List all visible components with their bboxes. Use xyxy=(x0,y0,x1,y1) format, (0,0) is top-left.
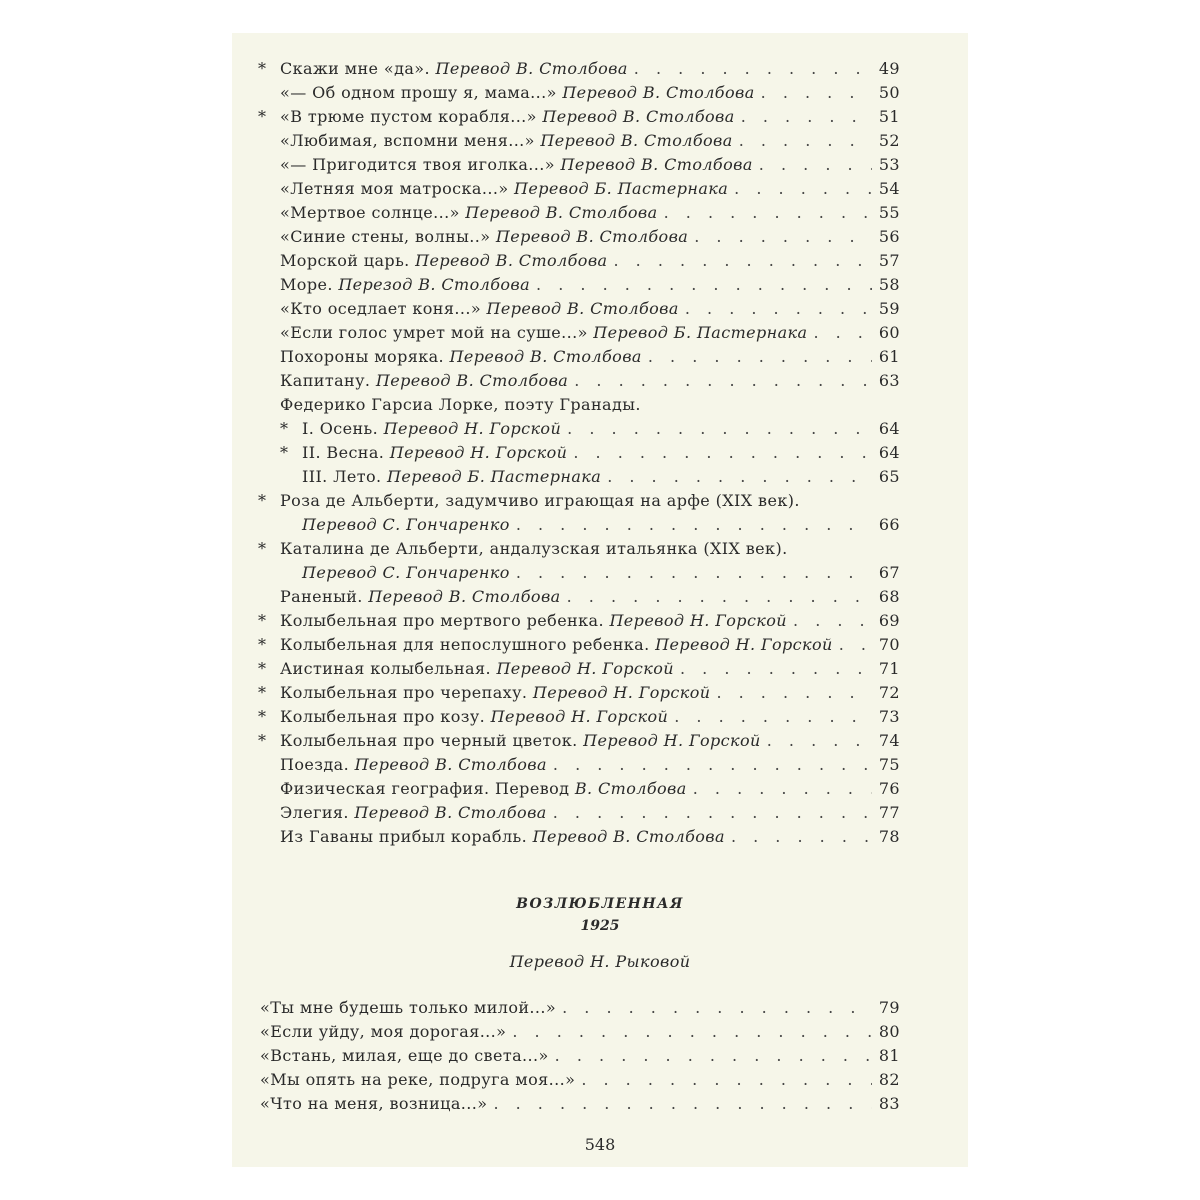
dot-leader xyxy=(734,177,872,201)
toc-entry xyxy=(258,705,900,729)
toc-entry xyxy=(258,585,900,609)
toc-entry xyxy=(258,321,900,345)
toc-entry xyxy=(258,777,900,801)
entry-page: 63 xyxy=(878,371,900,390)
dot-leader xyxy=(664,201,872,225)
toc-entry xyxy=(258,1020,900,1044)
entry-title-text: «Мертвое солнце...» xyxy=(280,203,460,222)
asterisk-mark: * xyxy=(258,611,267,630)
entry-page: 71 xyxy=(878,659,900,678)
entry-translator: Перевод Н. Горской xyxy=(496,659,674,678)
entry-title-text: Колыбельная про черепаху. xyxy=(280,683,528,702)
entry-translator: Перевод В. Столбова xyxy=(495,227,689,246)
entry-translator: Перезод В. Столбова xyxy=(338,275,531,294)
dot-leader xyxy=(614,249,873,273)
toc-entry xyxy=(258,681,900,705)
entry-page: 64 xyxy=(878,419,900,438)
table-of-contents-section xyxy=(258,996,900,1116)
entry-title xyxy=(280,681,710,705)
dot-leader xyxy=(693,777,872,801)
entry-page: 74 xyxy=(878,731,900,750)
dot-leader xyxy=(516,513,872,537)
entry-title xyxy=(280,81,755,105)
toc-entry xyxy=(258,753,900,777)
asterisk-mark: * xyxy=(258,107,267,126)
entry-title-text: Федерико Гарсиа Лорке, поэту Гранады. xyxy=(280,395,641,414)
entry-translator: Перевод Н. Горской xyxy=(532,683,711,702)
page-number: 548 xyxy=(584,1135,616,1154)
dot-leader xyxy=(512,1020,872,1044)
toc-entry xyxy=(258,249,900,273)
entry-title-text: Аистиная колыбельная. xyxy=(280,659,491,678)
entry-translator: Перевод С. Гончаренко xyxy=(302,515,510,534)
entry-title-text: «Любимая, вспомни меня...» xyxy=(280,131,535,150)
entry-page: 75 xyxy=(878,755,900,774)
entry-title xyxy=(280,345,642,369)
entry-page: 58 xyxy=(878,275,900,294)
toc-entry xyxy=(258,537,900,561)
entry-page: 52 xyxy=(878,131,900,150)
entry-title xyxy=(302,465,601,489)
dot-leader xyxy=(680,657,872,681)
entry-page: 56 xyxy=(878,227,900,246)
entry-page: 60 xyxy=(878,323,900,342)
entry-translator: Перевод В. Столбова xyxy=(354,755,547,774)
entry-page: 65 xyxy=(878,467,900,486)
toc-entry xyxy=(258,129,900,153)
entry-page: 53 xyxy=(878,155,900,174)
asterisk-mark: * xyxy=(280,443,289,462)
entry-page: 59 xyxy=(878,299,900,318)
entry-page: 70 xyxy=(878,635,900,654)
entry-translator: Перевод Н. Горской xyxy=(490,707,669,726)
entry-title: «Ты мне будешь только милой...» xyxy=(260,998,557,1017)
entry-title xyxy=(280,201,658,225)
toc-entry xyxy=(258,1044,900,1068)
entry-translator: Перевод Н. Горской xyxy=(655,635,833,654)
entry-page: 51 xyxy=(878,107,900,126)
entry-translator: Перевод Н. Горской xyxy=(383,419,562,438)
entry-title xyxy=(280,225,688,249)
entry-title xyxy=(280,249,608,273)
toc-entry xyxy=(258,177,900,201)
entry-title xyxy=(280,395,641,414)
asterisk-mark: * xyxy=(258,659,267,678)
dot-leader xyxy=(555,1044,872,1068)
entry-title xyxy=(280,705,668,729)
toc-entry xyxy=(258,729,900,753)
entry-title xyxy=(280,777,687,801)
toc-entry xyxy=(258,417,900,441)
toc-entry xyxy=(258,369,900,393)
entry-title xyxy=(280,153,753,177)
dot-leader xyxy=(536,273,872,297)
entry-title xyxy=(280,825,725,849)
entry-page: 80 xyxy=(878,1022,900,1041)
dot-leader xyxy=(493,1092,872,1116)
dot-leader xyxy=(562,996,872,1020)
entry-translator: Перевод В. Столбова xyxy=(562,83,755,102)
toc-entry xyxy=(258,57,900,81)
entry-title: «Мы опять на реке, подруга моя...» xyxy=(260,1070,576,1089)
entry-translator: Перевод В. Столбова xyxy=(465,203,658,222)
entry-translator: Перевод В. Столбова xyxy=(542,107,735,126)
entry-title-text: Поезда. xyxy=(280,755,350,774)
entry-page: 73 xyxy=(878,707,900,726)
entry-page: 82 xyxy=(878,1070,900,1089)
entry-translator: Перевод Н. Горской xyxy=(609,611,788,630)
entry-title xyxy=(302,561,510,585)
entry-title xyxy=(302,441,567,465)
dot-leader xyxy=(567,585,872,609)
dot-leader xyxy=(573,441,872,465)
entry-page: 83 xyxy=(878,1094,900,1113)
entry-translator: Перевод В. Столбова xyxy=(435,59,628,78)
entry-title-text: Скажи мне «да». xyxy=(280,59,430,78)
entry-translator: Перевод Н. Горской xyxy=(389,443,568,462)
entry-title-text: II. Весна. xyxy=(302,443,385,462)
asterisk-mark: * xyxy=(280,419,289,438)
dot-leader xyxy=(516,561,872,585)
entry-title xyxy=(280,297,679,321)
entry-page: 57 xyxy=(878,251,900,270)
entry-title xyxy=(280,129,733,153)
asterisk-mark: * xyxy=(258,635,267,654)
entry-translator: Перевод В. Столбова xyxy=(532,827,725,846)
entry-translator: Перевод В. Столбова xyxy=(486,299,679,318)
entry-translator: Перевод В. Столбова xyxy=(368,587,561,606)
entry-translator: Перевод В. Столбова xyxy=(354,803,547,822)
toc-entry xyxy=(258,225,900,249)
entry-title: «Что на меня, возница...» xyxy=(260,1094,488,1113)
dot-leader xyxy=(739,129,872,153)
entry-page: 76 xyxy=(878,779,900,798)
toc-entry xyxy=(258,273,900,297)
entry-title-text: Морской царь. xyxy=(280,251,410,270)
entry-page: 81 xyxy=(878,1046,900,1065)
entry-page: 54 xyxy=(878,179,900,198)
dot-leader xyxy=(607,465,872,489)
entry-title-text: Колыбельная про козу. xyxy=(280,707,486,726)
asterisk-mark: * xyxy=(258,683,267,702)
toc-entry xyxy=(258,1068,900,1092)
entry-translator: Перевод В. Столбова xyxy=(540,131,733,150)
entry-page: 64 xyxy=(878,443,900,462)
toc-entry xyxy=(258,105,900,129)
dot-leader xyxy=(761,81,872,105)
entry-title-text: Капитану. xyxy=(280,371,371,390)
dot-leader xyxy=(759,153,872,177)
entry-page: 49 xyxy=(878,59,900,78)
entry-title-text: «— Пригодится твоя иголка...» xyxy=(280,155,555,174)
entry-page: 78 xyxy=(878,827,900,846)
section-year: 1925 xyxy=(580,918,620,934)
entry-page: 66 xyxy=(878,515,900,534)
entry-title xyxy=(280,369,568,393)
entry-translator: Перевод В. Столбова xyxy=(415,251,608,270)
toc-entry xyxy=(258,513,900,537)
entry-title-text: Физическая география. Перевод xyxy=(280,779,570,798)
entry-title-text: Из Гаваны прибыл корабль. xyxy=(280,827,528,846)
section-heading xyxy=(232,896,968,971)
entry-page: 68 xyxy=(878,587,900,606)
entry-title xyxy=(280,539,788,558)
entry-title xyxy=(280,491,800,510)
asterisk-mark: * xyxy=(258,59,267,78)
dot-leader xyxy=(767,729,872,753)
toc-entry xyxy=(258,465,900,489)
toc-entry xyxy=(258,633,900,657)
entry-title-text: Колыбельная про мертвого ребенка. xyxy=(280,611,604,630)
toc-entry xyxy=(258,657,900,681)
asterisk-mark: * xyxy=(258,707,267,726)
toc-entry xyxy=(258,996,900,1020)
dot-leader xyxy=(567,417,872,441)
entry-translator: Перевод С. Гончаренко xyxy=(302,563,510,582)
entry-title-text: «В трюме пустом корабля...» xyxy=(280,107,537,126)
entry-title-text: Роза де Альберти, задумчиво играющая на арфе (XIX век). xyxy=(280,491,800,510)
dot-leader xyxy=(813,321,872,345)
toc-entry xyxy=(258,1092,900,1116)
toc-entry xyxy=(258,561,900,585)
entry-title xyxy=(280,585,561,609)
toc-entry xyxy=(258,345,900,369)
toc-entry xyxy=(258,153,900,177)
entry-translator: Перевод Б. Пастернака xyxy=(387,467,602,486)
entry-title-text: I. Осень. xyxy=(302,419,379,438)
asterisk-mark: * xyxy=(258,731,267,750)
entry-title xyxy=(280,753,547,777)
entry-title-text: III. Лето. xyxy=(302,467,382,486)
entry-title xyxy=(302,417,561,441)
entry-title-text: «Если голос умрет мой на суше...» xyxy=(280,323,588,342)
entry-page: 67 xyxy=(878,563,900,582)
entry-page: 69 xyxy=(878,611,900,630)
entry-page: 61 xyxy=(878,347,900,366)
entry-title xyxy=(280,657,674,681)
entry-page: 72 xyxy=(878,683,900,702)
entry-translator: Перевод В. Столбова xyxy=(375,371,569,390)
dot-leader xyxy=(716,681,872,705)
entry-page: 55 xyxy=(878,203,900,222)
entry-translator: В. Столбова xyxy=(574,779,687,798)
dot-leader xyxy=(793,609,872,633)
dot-leader xyxy=(731,825,872,849)
entry-title xyxy=(302,513,510,537)
entry-page: 79 xyxy=(878,998,900,1017)
entry-title-text: Раненый. xyxy=(280,587,363,606)
entry-title xyxy=(280,729,761,753)
entry-translator: Перевод Б. Пастернака xyxy=(593,323,808,342)
entry-translator: Перевод Б. Пастернака xyxy=(514,179,729,198)
entry-title xyxy=(280,801,547,825)
toc-entry xyxy=(258,297,900,321)
toc-entry xyxy=(258,441,900,465)
entry-title-text: Элегия. xyxy=(280,803,349,822)
entry-title: «Если уйду, моя дорогая...» xyxy=(260,1022,507,1041)
dot-leader xyxy=(553,801,872,825)
table-of-contents xyxy=(258,57,900,849)
entry-title xyxy=(280,273,530,297)
asterisk-mark: * xyxy=(258,491,267,510)
entry-title xyxy=(280,609,787,633)
entry-translator: Перевод В. Столбова xyxy=(560,155,753,174)
entry-title-text: Море. xyxy=(280,275,333,294)
dot-leader xyxy=(741,105,872,129)
dot-leader xyxy=(648,345,872,369)
dot-leader xyxy=(581,1068,872,1092)
section-translator: Перевод Н. Рыковой xyxy=(509,952,691,971)
dot-leader xyxy=(674,705,872,729)
toc-entry xyxy=(258,393,900,417)
entry-title-text: «Летняя моя матроска...» xyxy=(280,179,509,198)
toc-entry xyxy=(258,489,900,513)
dot-leader xyxy=(694,225,872,249)
entry-translator: Перевод Н. Горской xyxy=(583,731,761,750)
toc-entry xyxy=(258,825,900,849)
entry-title xyxy=(280,105,735,129)
entry-translator: Перевод В. Столбова xyxy=(449,347,642,366)
entry-title-text: Похороны моряка. xyxy=(280,347,445,366)
entry-title-text: «— Об одном прошу я, мама...» xyxy=(280,83,557,102)
entry-title-text: Каталина де Альберти, андалузская итальянка (XIX век). xyxy=(280,539,788,558)
asterisk-mark: * xyxy=(258,539,267,558)
entry-title-text: «Синие стены, волны..» xyxy=(280,227,491,246)
entry-page: 77 xyxy=(878,803,900,822)
toc-entry xyxy=(258,801,900,825)
toc-entry xyxy=(258,201,900,225)
entry-title xyxy=(280,57,628,81)
entry-title-text: Колыбельная для непослушного ребенка. xyxy=(280,635,650,654)
entry-title xyxy=(280,177,728,201)
toc-entry xyxy=(258,81,900,105)
entry-title xyxy=(280,633,833,657)
entry-page: 50 xyxy=(878,83,900,102)
entry-title-text: Колыбельная про черный цветок. xyxy=(280,731,578,750)
dot-leader xyxy=(839,633,872,657)
dot-leader xyxy=(553,753,872,777)
section-title: ВОЗЛЮБЛЕННАЯ xyxy=(516,896,684,912)
dot-leader xyxy=(574,369,872,393)
entry-title: «Встань, милая, еще до света...» xyxy=(260,1046,549,1065)
dot-leader xyxy=(634,57,872,81)
entry-title-text: «Кто оседлает коня...» xyxy=(280,299,482,318)
entry-title xyxy=(280,321,807,345)
toc-entry xyxy=(258,609,900,633)
dot-leader xyxy=(685,297,872,321)
